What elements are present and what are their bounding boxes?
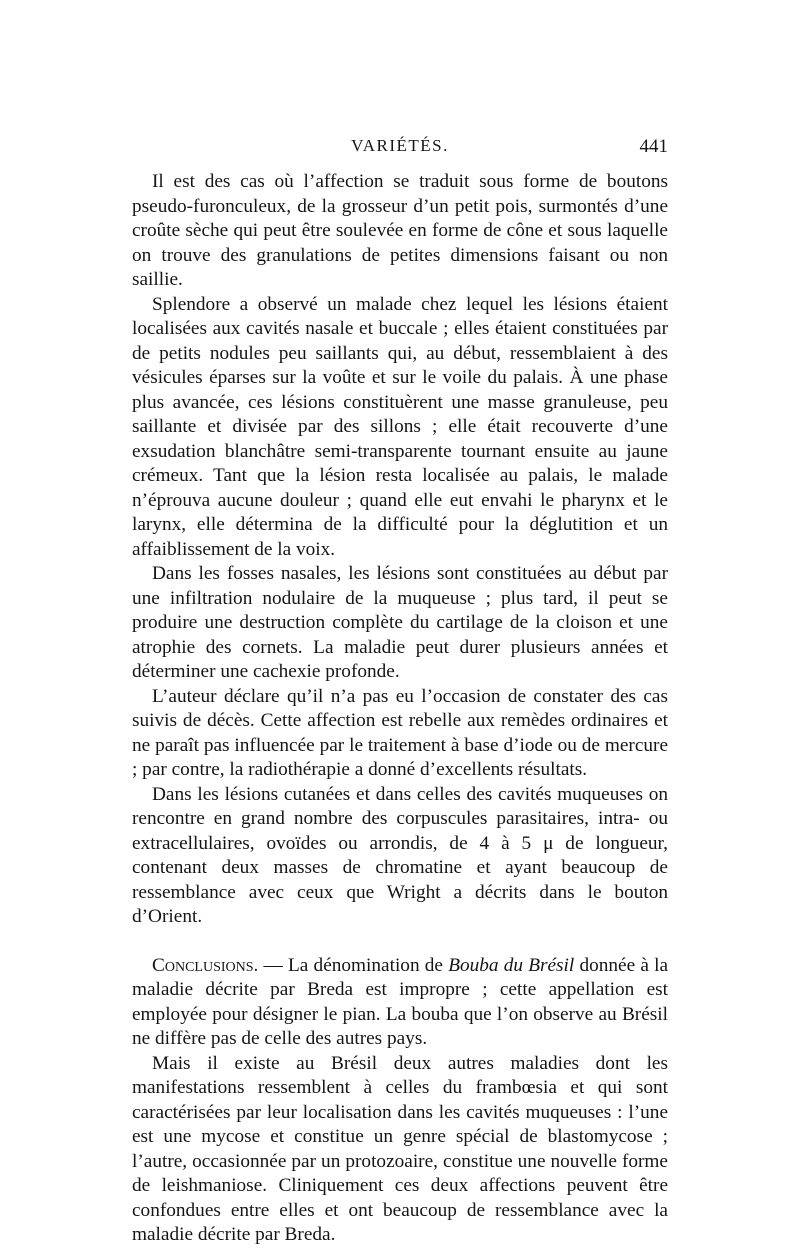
- conclusions-text-start: La dénomination de: [288, 954, 449, 976]
- section-gap: [132, 930, 668, 954]
- running-title: VARIÉTÉS.: [351, 136, 449, 155]
- paragraph: Splendore a observé un malade chez lequel les lésions étaient localisées aux cavités nasale et buccale ; elles étaient constituées par de petits nodules peu saillants qui, au début, ressemblaient à des vésicules éparses sur la voûte et sur le voile du palais. À une phase plus avancée, ces lésions constituèrent une masse granuleuse, peu saillante et divisée par des sillons ; elle était recouverte d’une exsudation blanchâtre semi-transparente tournant ensuite au jaune crémeux. Tant que la lésion resta localisée au palais, le malade n’éprouva aucune douleur ; quand elle eut envahi le pharynx et le larynx, elle détermina de la difficulté pour la déglutition et un affaiblissement de la voix.: [132, 293, 668, 560]
- paragraph: L’auteur déclare qu’il n’a pas eu l’occasion de constater des cas suivis de décès. Cette affection est rebelle aux remèdes ordinaires et ne paraît pas influencée par le traitement à base d’iode ou de mercure ; par contre, la radiothérapie a donné d’excellents résultats.: [132, 685, 668, 780]
- conclusions-dash: —: [258, 954, 289, 976]
- body-text: [132, 170, 668, 1248]
- paragraph: Mais il existe au Brésil deux autres maladies dont les manifestations ressemblent à celles du frambœsia et qui sont caractérisées par leur localisation dans les cavités muqueuses : l’une est une mycose et constitue un genre spécial de blastomycose ; l’autre, occasionnée par un protozoaire, constitue une nouvelle forme de leishmaniose. Cliniquement ces deux affections peuvent être confondues entre elles et ont beaucoup de ressemblance avec la maladie décrite par Breda.: [132, 1052, 668, 1245]
- page-number: 441: [639, 136, 668, 157]
- paragraph: Dans les fosses nasales, les lésions sont constituées au début par une infiltration nodulaire de la muqueuse ; plus tard, il peut se produire une destruction complète du cartilage de la cloison et une atrophie des cornets. La maladie peut durer plusieurs années et déterminer une cachexie profonde.: [132, 563, 668, 682]
- page-header: [132, 136, 668, 162]
- conclusions-paragraph: [132, 954, 668, 1052]
- paragraph: Dans les lésions cutanées et dans celles des cavités muqueuses on rencontre en grand nombre des corpuscules parasitaires, intra- ou extracellulaires, ovoïdes ou arrondis, de 4 à 5 μ de longueur, contenant deux masses de chromatine et ayant beaucoup de ressemblance avec ceux que Wright a décrits dans le bouton d’Orient.: [132, 783, 668, 927]
- conclusions-text-end: donnée à la maladie décrite par Breda est impropre ; cette appellation est employée pour désigner le pian. La bouba que l’on observe au Brésil ne diffère pas de celle des autres pays.: [132, 954, 668, 1049]
- paragraph: Il est des cas où l’affection se traduit sous forme de boutons pseudo-furonculeux, de la grosseur d’un petit pois, surmontés d’une croûte sèche qui peut être soulevée en forme de cône et sous laquelle on trouve des granulations de petites dimensions faisant ou non saillie.: [132, 171, 668, 290]
- conclusions-label: Conclusions.: [152, 954, 259, 976]
- disease-name: Bouba du Brésil: [448, 954, 575, 976]
